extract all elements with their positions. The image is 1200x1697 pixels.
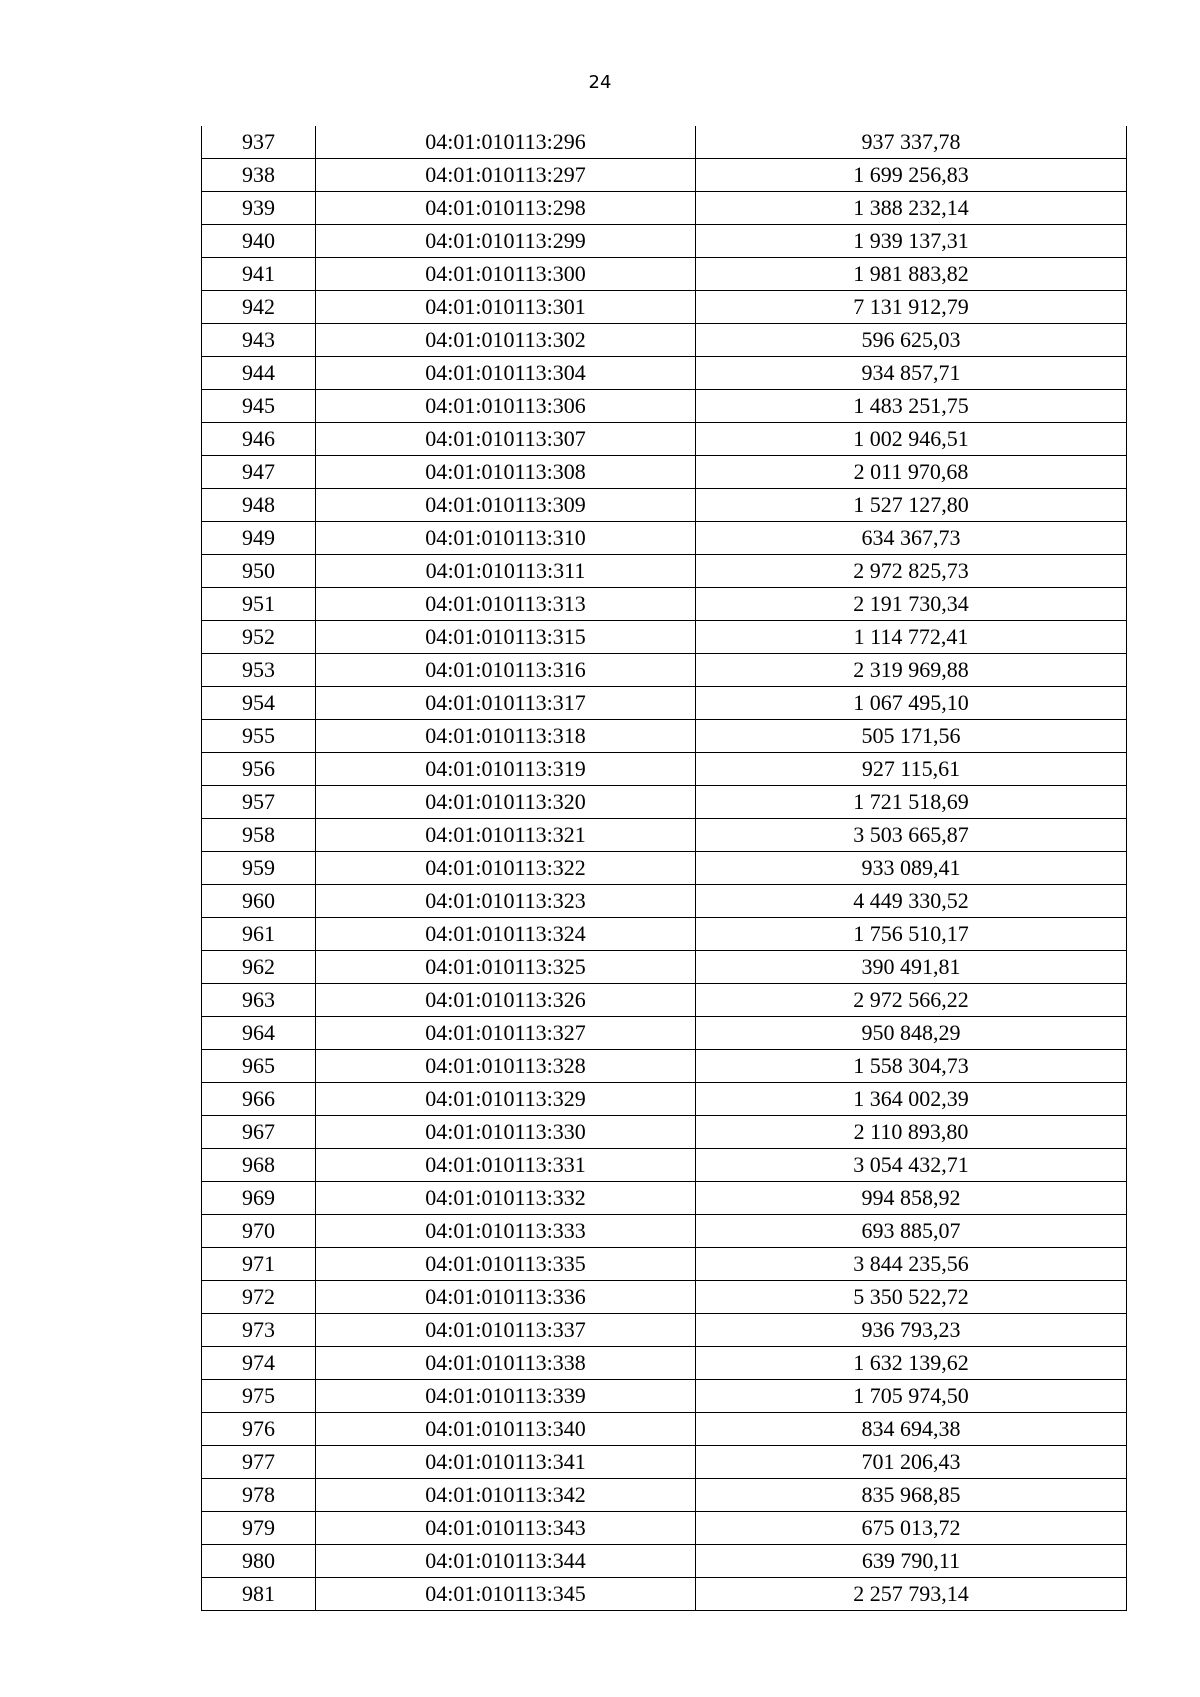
cadastral-number-cell: 04:01:010113:325 (316, 951, 696, 984)
cadastral-value-cell: 1 114 772,41 (696, 621, 1127, 654)
cadastral-number-cell: 04:01:010113:296 (316, 126, 696, 159)
table-row (202, 192, 1127, 225)
table-row (202, 489, 1127, 522)
cadastral-value-cell: 1 699 256,83 (696, 159, 1127, 192)
table-row (202, 555, 1127, 588)
cadastral-number-cell: 04:01:010113:315 (316, 621, 696, 654)
table-row (202, 1578, 1127, 1611)
row-number-cell: 947 (202, 456, 316, 489)
cadastral-number-cell: 04:01:010113:327 (316, 1017, 696, 1050)
row-number-cell: 965 (202, 1050, 316, 1083)
row-number-cell: 962 (202, 951, 316, 984)
row-number-cell: 978 (202, 1479, 316, 1512)
cadastral-number-cell: 04:01:010113:344 (316, 1545, 696, 1578)
cadastral-value-cell: 634 367,73 (696, 522, 1127, 555)
row-number-cell: 964 (202, 1017, 316, 1050)
cadastral-number-cell: 04:01:010113:335 (316, 1248, 696, 1281)
cadastral-number-cell: 04:01:010113:321 (316, 819, 696, 852)
table-row (202, 291, 1127, 324)
row-number-cell: 938 (202, 159, 316, 192)
table-row (202, 687, 1127, 720)
cadastral-value-cell: 701 206,43 (696, 1446, 1127, 1479)
row-number-cell: 979 (202, 1512, 316, 1545)
row-number-cell: 945 (202, 390, 316, 423)
table-row (202, 1116, 1127, 1149)
cadastral-value-cell: 3 503 665,87 (696, 819, 1127, 852)
row-number-cell: 957 (202, 786, 316, 819)
cadastral-value-cell: 2 257 793,14 (696, 1578, 1127, 1611)
table-row (202, 885, 1127, 918)
cadastral-number-cell: 04:01:010113:345 (316, 1578, 696, 1611)
table-row (202, 1149, 1127, 1182)
cadastral-value-cell: 639 790,11 (696, 1545, 1127, 1578)
cadastral-value-cell: 596 625,03 (696, 324, 1127, 357)
table-row (202, 1083, 1127, 1116)
cadastral-number-cell: 04:01:010113:338 (316, 1347, 696, 1380)
row-number-cell: 954 (202, 687, 316, 720)
cadastral-value-table (201, 126, 1127, 1611)
table-row (202, 1248, 1127, 1281)
table-row (202, 423, 1127, 456)
cadastral-value-cell: 3 054 432,71 (696, 1149, 1127, 1182)
row-number-cell: 973 (202, 1314, 316, 1347)
cadastral-number-cell: 04:01:010113:308 (316, 456, 696, 489)
table-row (202, 819, 1127, 852)
cadastral-value-cell: 934 857,71 (696, 357, 1127, 390)
table-row (202, 126, 1127, 159)
row-number-cell: 976 (202, 1413, 316, 1446)
row-number-cell: 961 (202, 918, 316, 951)
cadastral-number-cell: 04:01:010113:322 (316, 852, 696, 885)
row-number-cell: 943 (202, 324, 316, 357)
cadastral-value-cell: 1 756 510,17 (696, 918, 1127, 951)
row-number-cell: 959 (202, 852, 316, 885)
row-number-cell: 977 (202, 1446, 316, 1479)
cadastral-value-cell: 5 350 522,72 (696, 1281, 1127, 1314)
cadastral-value-cell: 693 885,07 (696, 1215, 1127, 1248)
cadastral-value-cell: 2 319 969,88 (696, 654, 1127, 687)
row-number-cell: 971 (202, 1248, 316, 1281)
cadastral-number-cell: 04:01:010113:318 (316, 720, 696, 753)
cadastral-value-cell: 2 011 970,68 (696, 456, 1127, 489)
row-number-cell: 952 (202, 621, 316, 654)
cadastral-value-cell: 1 981 883,82 (696, 258, 1127, 291)
cadastral-value-cell: 2 972 825,73 (696, 555, 1127, 588)
cadastral-number-cell: 04:01:010113:337 (316, 1314, 696, 1347)
table-body (202, 126, 1127, 1611)
table-row (202, 1215, 1127, 1248)
cadastral-number-cell: 04:01:010113:320 (316, 786, 696, 819)
cadastral-number-cell: 04:01:010113:317 (316, 687, 696, 720)
table-row (202, 720, 1127, 753)
cadastral-value-cell: 1 067 495,10 (696, 687, 1127, 720)
table-row (202, 1479, 1127, 1512)
table-row (202, 654, 1127, 687)
row-number-cell: 969 (202, 1182, 316, 1215)
row-number-cell: 956 (202, 753, 316, 786)
cadastral-number-cell: 04:01:010113:324 (316, 918, 696, 951)
cadastral-value-cell: 950 848,29 (696, 1017, 1127, 1050)
cadastral-number-cell: 04:01:010113:306 (316, 390, 696, 423)
cadastral-number-cell: 04:01:010113:329 (316, 1083, 696, 1116)
cadastral-value-cell: 3 844 235,56 (696, 1248, 1127, 1281)
cadastral-value-cell: 2 972 566,22 (696, 984, 1127, 1017)
table-row (202, 225, 1127, 258)
table-row (202, 1281, 1127, 1314)
cadastral-value-cell: 1 705 974,50 (696, 1380, 1127, 1413)
row-number-cell: 974 (202, 1347, 316, 1380)
cadastral-number-cell: 04:01:010113:328 (316, 1050, 696, 1083)
cadastral-value-cell: 994 858,92 (696, 1182, 1127, 1215)
table-row (202, 1050, 1127, 1083)
cadastral-number-cell: 04:01:010113:313 (316, 588, 696, 621)
cadastral-value-cell: 675 013,72 (696, 1512, 1127, 1545)
table-row (202, 258, 1127, 291)
row-number-cell: 942 (202, 291, 316, 324)
row-number-cell: 946 (202, 423, 316, 456)
cadastral-number-cell: 04:01:010113:339 (316, 1380, 696, 1413)
cadastral-value-cell: 1 002 946,51 (696, 423, 1127, 456)
cadastral-value-cell: 936 793,23 (696, 1314, 1127, 1347)
cadastral-number-cell: 04:01:010113:336 (316, 1281, 696, 1314)
cadastral-number-cell: 04:01:010113:319 (316, 753, 696, 786)
table-row (202, 390, 1127, 423)
cadastral-number-cell: 04:01:010113:333 (316, 1215, 696, 1248)
table-row (202, 357, 1127, 390)
cadastral-value-cell: 834 694,38 (696, 1413, 1127, 1446)
table-row (202, 1347, 1127, 1380)
cadastral-number-cell: 04:01:010113:304 (316, 357, 696, 390)
table-row (202, 1446, 1127, 1479)
table-row (202, 1314, 1127, 1347)
cadastral-number-cell: 04:01:010113:301 (316, 291, 696, 324)
cadastral-value-cell: 835 968,85 (696, 1479, 1127, 1512)
cadastral-value-cell: 2 110 893,80 (696, 1116, 1127, 1149)
cadastral-value-cell: 933 089,41 (696, 852, 1127, 885)
cadastral-value-cell: 4 449 330,52 (696, 885, 1127, 918)
row-number-cell: 958 (202, 819, 316, 852)
cadastral-value-cell: 1 939 137,31 (696, 225, 1127, 258)
table-row (202, 753, 1127, 786)
cadastral-number-cell: 04:01:010113:302 (316, 324, 696, 357)
cadastral-value-cell: 390 491,81 (696, 951, 1127, 984)
cadastral-value-cell: 7 131 912,79 (696, 291, 1127, 324)
cadastral-value-cell: 1 721 518,69 (696, 786, 1127, 819)
table-row (202, 1545, 1127, 1578)
table-row (202, 1182, 1127, 1215)
table-row (202, 588, 1127, 621)
row-number-cell: 949 (202, 522, 316, 555)
cadastral-value-cell: 1 632 139,62 (696, 1347, 1127, 1380)
row-number-cell: 950 (202, 555, 316, 588)
cadastral-number-cell: 04:01:010113:330 (316, 1116, 696, 1149)
cadastral-number-cell: 04:01:010113:342 (316, 1479, 696, 1512)
cadastral-number-cell: 04:01:010113:340 (316, 1413, 696, 1446)
table-row (202, 1380, 1127, 1413)
row-number-cell: 967 (202, 1116, 316, 1149)
table-row (202, 324, 1127, 357)
row-number-cell: 966 (202, 1083, 316, 1116)
cadastral-number-cell: 04:01:010113:299 (316, 225, 696, 258)
cadastral-number-cell: 04:01:010113:309 (316, 489, 696, 522)
table-row (202, 159, 1127, 192)
row-number-cell: 970 (202, 1215, 316, 1248)
cadastral-value-cell: 2 191 730,34 (696, 588, 1127, 621)
row-number-cell: 960 (202, 885, 316, 918)
table-row (202, 1413, 1127, 1446)
cadastral-number-cell: 04:01:010113:343 (316, 1512, 696, 1545)
table-row (202, 456, 1127, 489)
row-number-cell: 939 (202, 192, 316, 225)
cadastral-number-cell: 04:01:010113:341 (316, 1446, 696, 1479)
row-number-cell: 980 (202, 1545, 316, 1578)
cadastral-number-cell: 04:01:010113:316 (316, 654, 696, 687)
row-number-cell: 963 (202, 984, 316, 1017)
cadastral-value-cell: 505 171,56 (696, 720, 1127, 753)
row-number-cell: 975 (202, 1380, 316, 1413)
table-row (202, 951, 1127, 984)
cadastral-number-cell: 04:01:010113:326 (316, 984, 696, 1017)
table-row (202, 918, 1127, 951)
table-row (202, 522, 1127, 555)
cadastral-number-cell: 04:01:010113:298 (316, 192, 696, 225)
cadastral-number-cell: 04:01:010113:307 (316, 423, 696, 456)
cadastral-number-cell: 04:01:010113:331 (316, 1149, 696, 1182)
cadastral-number-cell: 04:01:010113:297 (316, 159, 696, 192)
cadastral-number-cell: 04:01:010113:300 (316, 258, 696, 291)
row-number-cell: 981 (202, 1578, 316, 1611)
row-number-cell: 951 (202, 588, 316, 621)
row-number-cell: 953 (202, 654, 316, 687)
table-row (202, 621, 1127, 654)
page-number: 24 (588, 72, 612, 93)
cadastral-number-cell: 04:01:010113:310 (316, 522, 696, 555)
table-row (202, 1512, 1127, 1545)
cadastral-value-cell: 1 364 002,39 (696, 1083, 1127, 1116)
cadastral-number-cell: 04:01:010113:332 (316, 1182, 696, 1215)
cadastral-number-cell: 04:01:010113:311 (316, 555, 696, 588)
cadastral-value-cell: 937 337,78 (696, 126, 1127, 159)
cadastral-value-cell: 927 115,61 (696, 753, 1127, 786)
cadastral-value-cell: 1 527 127,80 (696, 489, 1127, 522)
row-number-cell: 968 (202, 1149, 316, 1182)
cadastral-value-cell: 1 558 304,73 (696, 1050, 1127, 1083)
row-number-cell: 955 (202, 720, 316, 753)
cadastral-value-cell: 1 388 232,14 (696, 192, 1127, 225)
table-row (202, 852, 1127, 885)
row-number-cell: 972 (202, 1281, 316, 1314)
row-number-cell: 941 (202, 258, 316, 291)
row-number-cell: 948 (202, 489, 316, 522)
table-row (202, 1017, 1127, 1050)
cadastral-value-cell: 1 483 251,75 (696, 390, 1127, 423)
table-row (202, 984, 1127, 1017)
row-number-cell: 944 (202, 357, 316, 390)
cadastral-number-cell: 04:01:010113:323 (316, 885, 696, 918)
table-row (202, 786, 1127, 819)
row-number-cell: 940 (202, 225, 316, 258)
row-number-cell: 937 (202, 126, 316, 159)
